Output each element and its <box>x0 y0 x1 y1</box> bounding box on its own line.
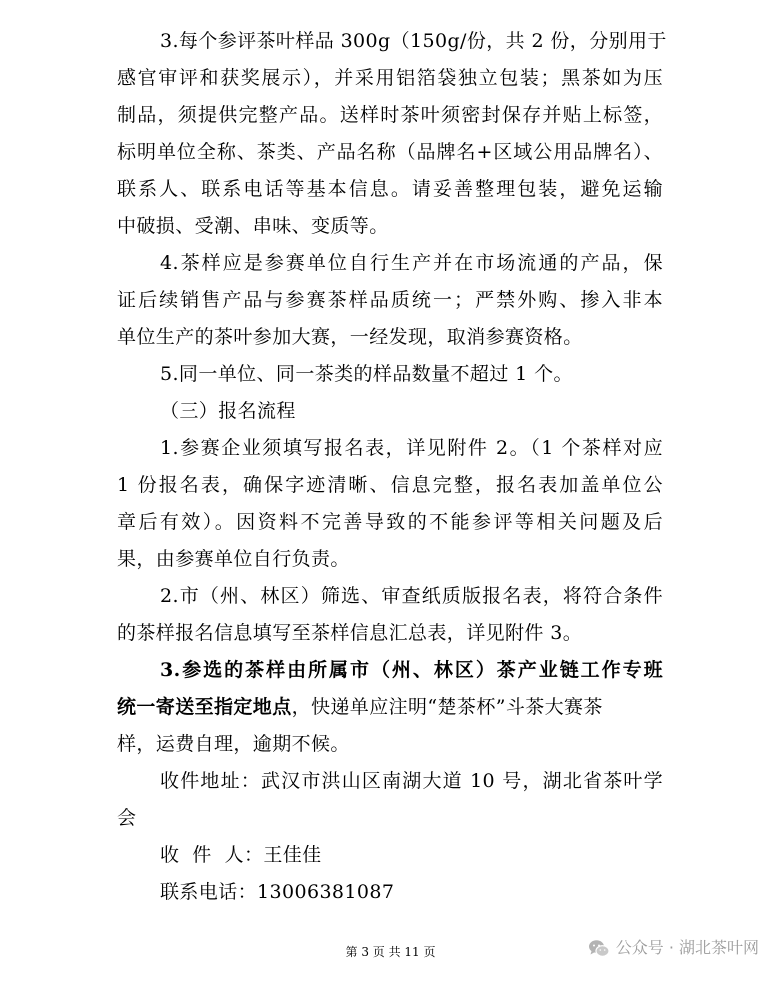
item-3-line-2: 感官审评和获奖展示），并采用铝箔袋独立包装；黑茶如为压 <box>117 67 663 89</box>
address-line-2: 会 <box>117 807 137 829</box>
item-3-line-1: 3.每个参评茶叶样品 300g（150g/份，共 2 份，分别用于 <box>160 30 667 52</box>
step-1-line-2: 1 份报名表，确保字迹清晰、信息完整，报名表加盖单位公 <box>117 474 663 496</box>
item-4-line-2: 证后续销售产品与参赛茶样品质统一；严禁外购、掺入非本 <box>117 289 663 311</box>
item-3-line-3: 制品，须提供完整产品。送样时茶叶须密封保存并贴上标签， <box>117 104 663 126</box>
step-3-emphasis: 统一寄送至指定地点 <box>117 696 292 718</box>
phone-line: 联系电话：13006381087 <box>160 881 395 903</box>
section-heading: （三）报名流程 <box>160 400 296 422</box>
wechat-icon <box>588 939 610 958</box>
watermark <box>588 938 759 958</box>
address-line-1: 收件地址：武汉市洪山区南湖大道 10 号，湖北省茶叶学 <box>160 770 663 792</box>
item-3-line-5: 联系人、联系电话等基本信息。请妥善整理包装，避免运输 <box>117 178 663 200</box>
watermark-text: 公众号 · 湖北茶叶网 <box>615 938 759 957</box>
step-1-line-4: 果，由参赛单位自行负责。 <box>117 548 350 570</box>
step-3-line-1: 3.参选的茶样由所属市（州、林区）茶产业链工作专班 <box>160 659 663 681</box>
item-3-line-6: 中破损、受潮、串味、变质等。 <box>117 215 389 237</box>
item-4-line-1: 4.茶样应是参赛单位自行生产并在市场流通的产品，保 <box>160 252 663 274</box>
item-5-line-1: 5.同一单位、同一茶类的样品数量不超过 1 个。 <box>160 363 573 385</box>
item-4-line-3: 单位生产的茶叶参加大赛，一经发现，取消参赛资格。 <box>117 326 583 348</box>
step-2-line-1: 2.市（州、林区）筛选、审查纸质版报名表，将符合条件 <box>160 585 663 607</box>
recipient-line: 收 件 人：王佳佳 <box>160 844 322 866</box>
step-1-line-3: 章后有效）。因资料不完善导致的不能参评等相关问题及后 <box>117 511 663 533</box>
step-3-line-3: 样，运费自理，逾期不候。 <box>117 733 350 755</box>
step-2-line-2: 的茶样报名信息填写至茶样信息汇总表，详见附件 3。 <box>117 622 583 644</box>
page-footer: 第 3 页 共 11 页 <box>345 945 436 959</box>
step-3-line-2 <box>117 696 663 718</box>
step-3-continuation: ，快递单应注明“楚茶杯”斗茶大赛茶 <box>291 696 603 718</box>
item-3-line-4: 标明单位全称、茶类、产品名称（品牌名+区域公用品牌名）、 <box>117 141 663 163</box>
step-1-line-1: 1.参赛企业须填写报名表，详见附件 2。（1 个茶样对应 <box>160 437 663 459</box>
